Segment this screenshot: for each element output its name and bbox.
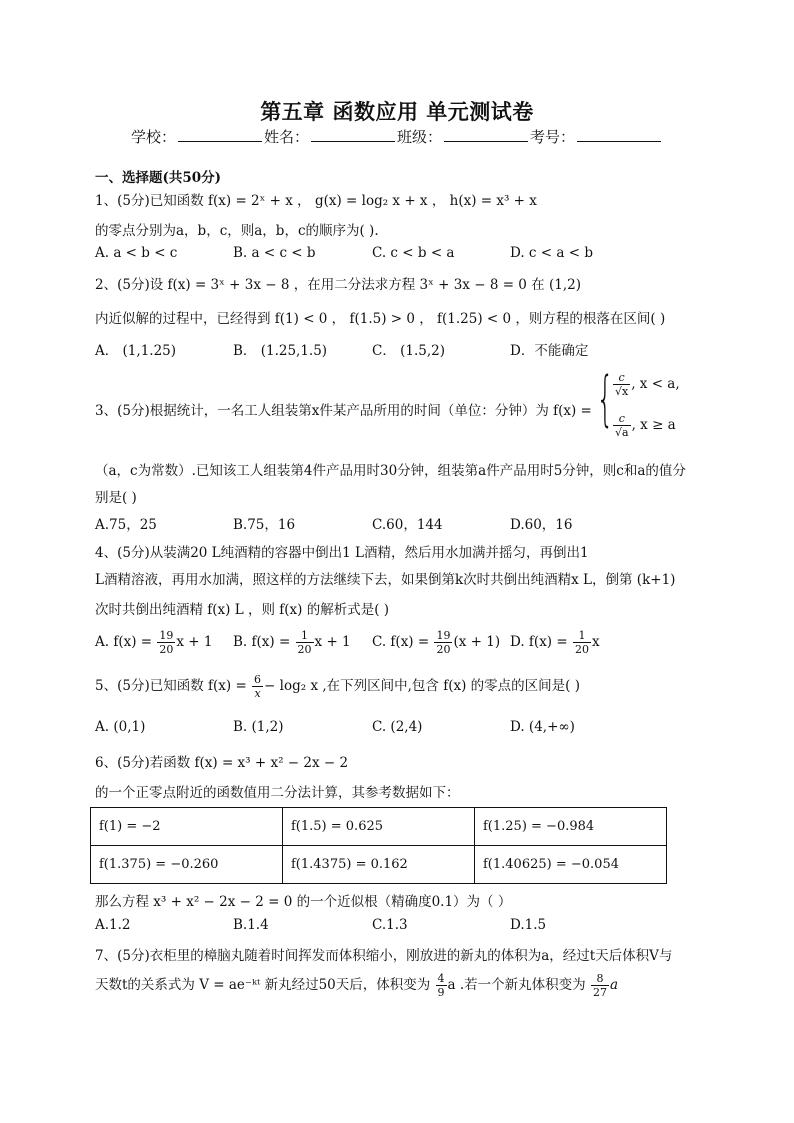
q3-piece-bottom-fraction: $\frac{c}{√a}$: [615, 412, 629, 439]
q2-option-a[interactable]: A． (1,1.25): [95, 343, 177, 359]
q6-option-c[interactable]: C.1.3: [372, 917, 408, 933]
q3-option-d[interactable]: D.60，16: [510, 517, 573, 533]
q1-option-a[interactable]: A. a < b < c: [95, 245, 178, 261]
table-cell: f(1.25) = −0.984: [475, 808, 667, 846]
q6-stem-line3: 那么方程 x³ + x² − 2x − 2 = 0 的一个近似根（精确度0.1）为（ ）: [95, 894, 512, 910]
q1-option-b[interactable]: B. a < c < b: [233, 245, 316, 261]
q2-stem-line2: 内近似解的过程中，已经得到 f(1) < 0 ， f(1.5) > 0 ， f(1.25) < 0 ，则方程的根落在区间( ): [95, 311, 666, 327]
q7-stem-line1: 7、(5分)衣柜里的樟脑丸随着时间挥发而体积缩小，刚放进的新丸的体积为a，经过t天后体积V与: [95, 948, 673, 964]
q3-stem-line1: 3、(5分)根据统计，一名工人组装第x件某产品所用的时间（单位：分钟）为 f(x) =: [95, 403, 592, 419]
piecewise-brace: {: [596, 364, 614, 434]
section-heading: 一、选择题(共50分): [95, 170, 222, 186]
q6-option-d[interactable]: D.1.5: [510, 917, 547, 933]
table-cell: f(1) = −2: [91, 808, 283, 846]
q2-option-c[interactable]: C． (1.5,2): [372, 343, 446, 359]
table-row: [91, 846, 667, 884]
q1-option-c[interactable]: C. c < b < a: [372, 245, 455, 261]
school-blank[interactable]: [178, 127, 262, 142]
number-blank[interactable]: [577, 127, 661, 142]
table-cell: f(1.40625) = −0.054: [475, 846, 667, 884]
q4-option-c[interactable]: C. f(x) = $\frac{19}{20}$ (x + 1): [372, 629, 501, 656]
q4-option-b[interactable]: B. f(x) = $\frac{1}{20}$ x + 1: [233, 629, 351, 656]
q6-stem-line2: 的一个正零点附近的函数值用二分法计算，其参考数据如下：: [95, 785, 460, 801]
q4-option-d[interactable]: D. f(x) = $\frac{1}{20}$ x: [510, 629, 600, 656]
q6-stem-line1: 6、(5分)若函数 f(x) = x³ + x² − 2x − 2: [95, 755, 349, 771]
q3-stem-line2: （a，c为常数）.已知该工人组装第4件产品用时30分钟，组装第a件产品用时5分钟，则c和a的值分: [95, 463, 686, 479]
q3-piece-top-cond: , x < a,: [631, 376, 680, 392]
q3-piece-bottom: [612, 412, 676, 439]
q4-stem-line3: 次时共倒出纯酒精 f(x) L ，则 f(x) 的解析式是( ): [95, 602, 390, 618]
table-cell: f(1.4375) = 0.162: [283, 846, 475, 884]
q2-option-d[interactable]: D．不能确定: [510, 343, 589, 359]
table-cell: f(1.375) = −0.260: [91, 846, 283, 884]
q3-stem-line3: 别是( ): [95, 490, 137, 506]
q1-stem-line2: 的零点分别为a，b，c，则a，b，c的顺序为( ).: [95, 223, 379, 239]
q4-stem-line1: 4、(5分)从装满20 L纯酒精的容器中倒出1 L酒精，然后用水加满并摇匀，再倒出1: [95, 545, 589, 561]
class-blank[interactable]: [444, 127, 528, 142]
q3-option-a[interactable]: A.75，25: [95, 517, 157, 533]
q3-piece-top: [612, 371, 680, 398]
q3-piece-bottom-cond: , x ≥ a: [631, 417, 676, 433]
q7-stem-line2: 天数t的关系式为 V = ae⁻ᵏᵗ 新丸经过50天后，体积变为 $\frac{4}{9}$ a .若一个新丸体积变为 $\frac{8}{27}$ a: [95, 972, 619, 999]
q5-option-b[interactable]: B. (1,2): [233, 719, 284, 735]
q2-stem-line1: 2、(5分)设 f(x) = 3ˣ + 3x − 8 ，在用二分法求方程 3ˣ + 3x − 8 = 0 在 (1,2): [95, 277, 581, 293]
reference-data-table: [90, 807, 667, 884]
q3-piece-top-fraction: $\frac{c}{√x}$: [615, 371, 629, 398]
q3-option-b[interactable]: B.75，16: [233, 517, 296, 533]
q4-stem-line2: L酒精溶液，再用水加满，照这样的方法继续下去，如果倒第k次时共倒出纯酒精x L，倒第 (k+1): [95, 572, 676, 588]
table-cell: f(1.5) = 0.625: [283, 808, 475, 846]
q3-option-c[interactable]: C.60，144: [372, 517, 443, 533]
q6-option-b[interactable]: B.1.4: [233, 917, 269, 933]
q1-stem-line1: 1、(5分)已知函数 f(x) = 2ˣ + x ， g(x) = log₂ x + x ， h(x) = x³ + x: [95, 193, 537, 209]
q5-stem: 5、(5分)已知函数 f(x) = $\frac{6}{x}$ − log₂ x ,在下列区间中,包含 f(x) 的零点的区间是( ): [95, 673, 580, 700]
q5-option-d[interactable]: D. (4,+∞): [510, 719, 575, 735]
page-title: 第五章 函数应用 单元测试卷: [260, 99, 534, 124]
q5-option-c[interactable]: C. (2,4): [372, 719, 423, 735]
q4-option-a[interactable]: A. f(x) = $\frac{19}{20}$ x + 1: [95, 629, 213, 656]
q6-option-a[interactable]: A.1.2: [95, 917, 131, 933]
table-row: [91, 808, 667, 846]
class-label: 班级：: [397, 128, 443, 146]
student-info-line: [0, 126, 794, 147]
school-label: 学校：: [130, 128, 176, 146]
q1-option-d[interactable]: D. c < a < b: [510, 245, 593, 261]
q5-option-a[interactable]: A. (0,1): [95, 719, 146, 735]
q2-option-b[interactable]: B． (1.25,1.5): [233, 343, 328, 359]
name-label: 姓名：: [263, 128, 309, 146]
number-label: 考号：: [530, 128, 576, 146]
name-blank[interactable]: [311, 127, 395, 142]
